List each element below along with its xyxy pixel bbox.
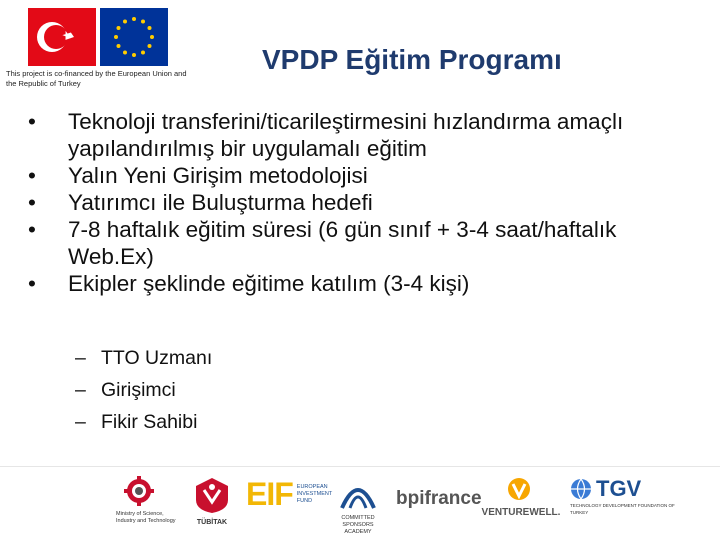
bullet-marker: • <box>28 271 36 296</box>
sub-bullet-text: TTO Uzmanı <box>101 347 213 369</box>
sub-bullet-text: Fikir Sahibi <box>101 411 198 433</box>
cofinance-notice: This project is co-financed by the European Union and the Republic of Turkey <box>6 69 187 88</box>
bullet-marker: • <box>28 163 36 188</box>
bullet-item <box>28 216 708 270</box>
bpifrance-name: bpifrance <box>396 488 482 509</box>
sub-bullet-marker: – <box>75 411 86 433</box>
bullet-marker: • <box>28 190 36 215</box>
sub-bullet-marker: – <box>75 347 86 369</box>
bullet-item <box>28 108 708 162</box>
globe-icon <box>570 478 592 500</box>
network-logo <box>334 476 382 534</box>
venturewell-name: VENTUREWELL. <box>481 507 561 518</box>
eif-logo <box>246 476 333 534</box>
turkey-eu-flags-logo <box>28 8 168 66</box>
bullet-list <box>28 108 708 297</box>
bullet-text: Ekipler şeklinde eğitime katılım (3-4 kişi) <box>68 271 470 296</box>
venturewell-emblem-icon <box>506 476 532 502</box>
gear-emblem-icon <box>122 476 156 506</box>
bullet-text: Teknoloji transferini/ticarileştirmesini hızlandırma amaçlı yapılandırılmış bir uygulamalı eğitim <box>68 109 624 161</box>
bpifrance-logo <box>396 488 482 546</box>
tgv-letters: TGV <box>596 476 642 501</box>
tubitak-logo <box>190 476 234 534</box>
bullet-text: Yalın Yeni Girişim metodolojisi <box>68 163 368 188</box>
bullet-text: 7-8 haftalık eğitim süresi (6 gün sınıf + 3-4 saat/haftalık Web.Ex) <box>68 217 617 269</box>
sub-bullet-list <box>75 342 212 438</box>
venturewell-logo <box>480 476 562 534</box>
eif-letters: EIF <box>246 476 293 512</box>
bullet-text: Yatırımcı ile Buluşturma hedefi <box>68 190 373 215</box>
bullet-item <box>28 189 708 216</box>
sub-bullet-item <box>75 406 212 438</box>
tgv-logo <box>570 476 682 534</box>
bullet-marker: • <box>28 109 36 134</box>
sub-bullet-item <box>75 374 212 406</box>
bullet-marker: • <box>28 217 36 242</box>
footer-divider <box>0 466 720 467</box>
eif-subtitle: EUROPEAN INVESTMENT FUND <box>296 484 333 504</box>
tubitak-emblem-icon <box>194 476 230 514</box>
arch-emblem-icon <box>338 476 378 510</box>
sub-bullet-item <box>75 342 212 374</box>
bullet-item <box>28 270 708 297</box>
tubitak-name: TÜBİTAK <box>196 519 228 526</box>
bullet-item <box>28 162 708 189</box>
sub-bullet-text: Girişimci <box>101 379 176 401</box>
slide-title: VPDP Eğitim Programı <box>262 44 562 75</box>
ministry-name: Ministry of Science, Industry and Technology <box>116 511 176 524</box>
ministry-logo <box>116 476 176 534</box>
sub-bullet-marker: – <box>75 379 86 401</box>
network-name: COMMITTED SPONSORS ACADEMY <box>341 515 375 535</box>
tgv-subtitle: TECHNOLOGY DEVELOPMENT FOUNDATION OF TURKEY <box>570 503 675 515</box>
